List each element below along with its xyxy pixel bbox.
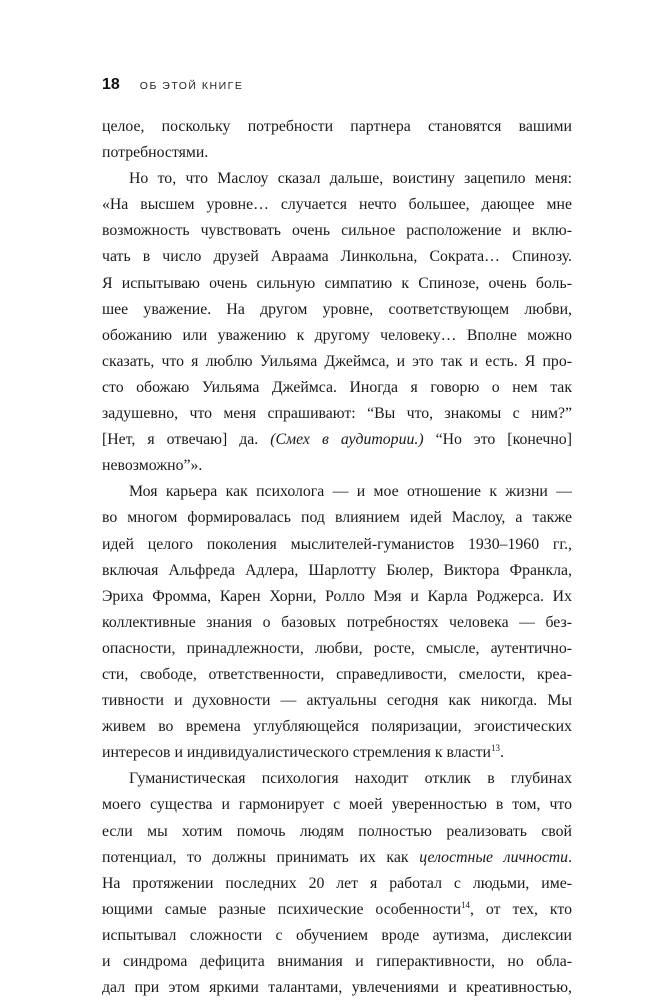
text-line <box>102 897 572 923</box>
text-line: На протяжении последних 20 лет я работал с людьми, име- <box>102 874 572 892</box>
text-line: во многом формировалась под влиянием идей Маслоу, а также <box>102 509 572 527</box>
text-line: идей целого поколения мыслителей-гуманистов 1930–1960 гг., <box>102 535 572 553</box>
text-fragment: ющими самые разные психические особенности <box>102 900 462 918</box>
text-line: шее уважение. На другом уровне, соответствующем любви, <box>102 300 572 318</box>
text-fragment: , от тех, кто <box>470 900 572 918</box>
text-line <box>102 427 572 453</box>
text-line: сто обожаю Уильяма Джеймса. Иногда я говорю о нем так <box>102 378 572 396</box>
text-line: дал при этом яркими талантами, увлечениями и креативностью, <box>102 979 572 997</box>
text-line: Эриха Фромма, Карен Хорни, Ролло Мэя и Карла Роджерса. Их <box>102 587 572 605</box>
italic-term: целостные личности <box>419 848 569 866</box>
text-line: сти, свободе, ответственности, справедливости, смелости, креа- <box>102 665 572 683</box>
page-number: 18 <box>102 76 120 93</box>
text-line: задушевно, что меня спрашивают: “Вы что, знакомы с ним?” <box>102 405 572 423</box>
text-line: Я испытываю очень сильную симпатию к Спинозе, очень боль- <box>102 274 572 292</box>
text-line: Но то, что Маслоу сказал дальше, воистину зацепило меня: <box>129 170 572 188</box>
text-line: целое, поскольку потребности партнера становятся вашими <box>102 118 572 135</box>
text-line: Гуманистическая психология находит отклик в глубинах <box>129 770 572 788</box>
text-line: «На высшем уровне… случается нечто большее, дающее мне <box>102 196 572 214</box>
text-line: возможность чувствовать очень сильное расположение и вклю- <box>102 222 572 240</box>
text-line: если мы хотим помочь людям полностью реализовать свой <box>102 822 572 840</box>
text-line: тивности и духовности — актуальны сегодня как никогда. Мы <box>102 692 572 710</box>
text-line: потребностями. <box>102 144 209 162</box>
running-title: ОБ ЭТОЙ КНИГЕ <box>139 80 244 92</box>
text-line: включая Альфреда Адлера, Шарлотту Бюлер, Виктора Франкла, <box>102 561 572 579</box>
text-line: опасности, принадлежности, любви, росте, смысле, аутентично- <box>102 639 572 657</box>
text-line: чать в число друзей Авраама Линкольна, Сократа… Спинозу. <box>102 248 572 266</box>
text-line: коллективные знания о базовых потребностях человека — без- <box>102 613 572 631</box>
text-line: моего существа и гармонирует с моей уверенностью в том, что <box>102 796 572 814</box>
text-line: сказать, что я люблю Уильяма Джеймса, и это так и есть. Я про- <box>102 352 572 370</box>
text-fragment: [Нет, я отвечаю] да. <box>102 431 259 449</box>
text-fragment: “Но это [конечно] <box>435 431 572 449</box>
footnote-ref-13: 13 <box>490 743 500 754</box>
text-line: испытывал сложности с обучением вроде аутизма, дислексии <box>102 926 572 944</box>
running-header <box>102 76 243 94</box>
text-fragment: потенциал, то должны принимать их как <box>102 848 409 866</box>
italic-remark: (Смех в аудитории.) <box>270 431 424 449</box>
text-line: обожанию или уважению к другому человеку… Вполне можно <box>102 326 572 344</box>
text-fragment: . <box>499 744 504 762</box>
text-line: Моя карьера как психолога — и мое отношение к жизни — <box>129 483 572 501</box>
text-line: живем во времена углубляющейся поляризации, эгоистических <box>102 718 572 736</box>
text-line <box>102 740 572 766</box>
text-fragment: . <box>568 848 572 866</box>
text-line: невозможно”». <box>102 457 203 475</box>
text-fragment: интересов и индивидуалистического стремления к власти <box>102 744 491 762</box>
body-text <box>102 114 572 1001</box>
text-line <box>102 845 572 871</box>
footnote-ref-14: 14 <box>461 899 471 910</box>
text-line: и синдрома дефицита внимания и гиперактивности, но обла- <box>102 953 572 970</box>
